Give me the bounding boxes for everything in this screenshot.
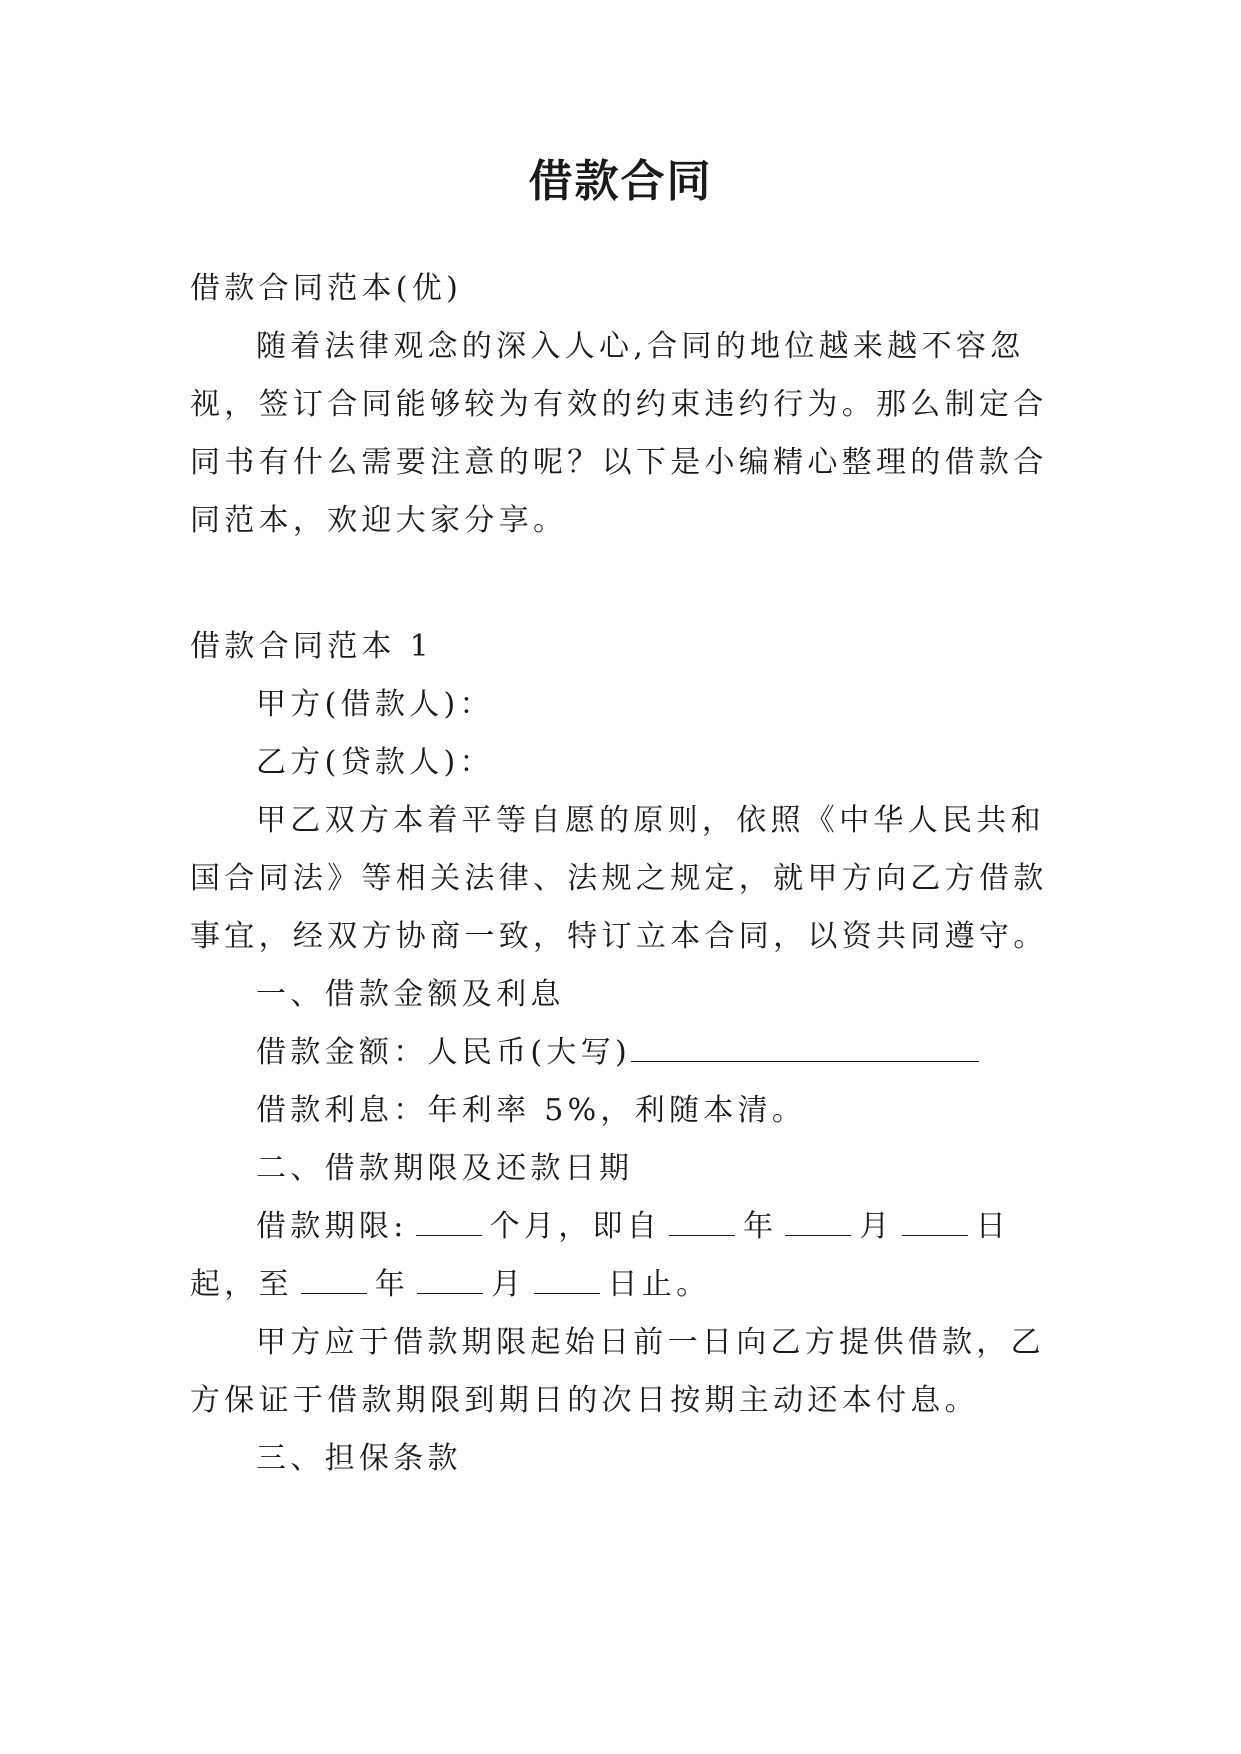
start-year-label: 年: [743, 1209, 778, 1244]
start-month-label: 月: [859, 1209, 894, 1244]
section3-title: 三、担保条款: [256, 1441, 462, 1476]
sample1-heading: 借款合同范本 1: [190, 629, 434, 664]
sample1-block: [190, 618, 1070, 1488]
preamble-paragraph: 甲乙双方本着平等自愿的原则，依照《中华人民共和国合同法》等相关法律、法规之规定，就甲方向乙方借款事宜，经双方协商一致，特订立本合同，以资共同遵守。: [190, 803, 1048, 954]
party-b-line: 乙方(贷款人)：: [256, 745, 494, 780]
term-line: [190, 1198, 1070, 1314]
intro-block: [190, 260, 1070, 550]
interest-line: 借款利息：年利率 5%，利随本清。: [256, 1093, 807, 1128]
intro-paragraph: 随着法律观念的深入人心,合同的地位越来越不容忽视，签订合同能够较为有效的约束违约行为。那么制定合同书有什么需要注意的呢？以下是小编精心整理的借款合同范本，欢迎大家分享。: [190, 329, 1048, 538]
start-year-blank: [669, 1209, 735, 1236]
end-month-label: 月: [491, 1267, 526, 1302]
start-day-blank: [902, 1209, 968, 1236]
term-months-text: 个月，即自: [489, 1209, 662, 1244]
intro-heading: 借款合同范本(优): [190, 271, 463, 306]
start-day-label: 日起，: [190, 1209, 1011, 1302]
amount-line: [190, 1024, 1070, 1082]
start-month-blank: [785, 1209, 851, 1236]
end-year-label: 年: [374, 1267, 410, 1302]
end-year-blank: [301, 1267, 367, 1294]
section2-title: 二、借款期限及还款日期: [256, 1151, 634, 1186]
end-day-label: 日止。: [607, 1267, 711, 1302]
to-label: 至: [258, 1267, 293, 1302]
amount-blank: [631, 1035, 979, 1062]
end-month-blank: [417, 1267, 483, 1294]
repayment-paragraph: 甲方应于借款期限起始日前一日向乙方提供借款，乙方保证于借款期限到期日的次日按期主动还本付息。: [190, 1325, 1045, 1418]
party-a-line: 甲方(借款人)：: [256, 687, 494, 722]
term-label: 借款期限:: [256, 1209, 408, 1244]
term-months-blank: [416, 1209, 482, 1236]
amount-label: 借款金额：人民币(大写): [256, 1035, 632, 1070]
section1-title: 一、借款金额及利息: [256, 977, 565, 1012]
document-title: 借款合同: [528, 156, 713, 207]
end-day-blank: [534, 1267, 600, 1294]
